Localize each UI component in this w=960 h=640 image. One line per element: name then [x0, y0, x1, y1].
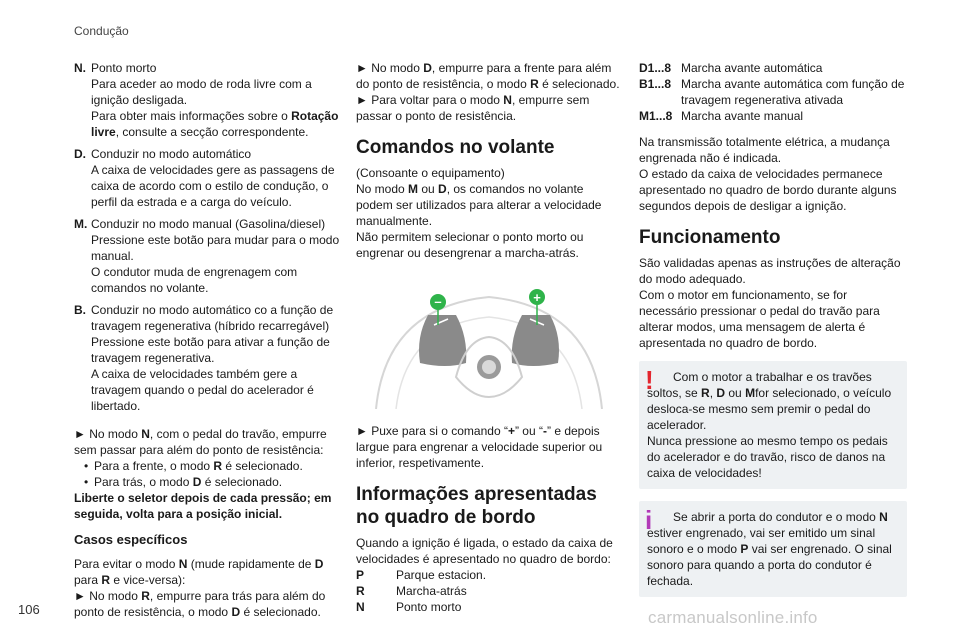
bullet-forward: • Para a frente, o modo R é selecionado.	[84, 459, 303, 473]
electric-text: Na transmissão totalmente elétrica, a mudança engrenada não é indicada.	[639, 135, 890, 165]
section-title-info: Informações apresentadas no quadro de bordo	[356, 484, 597, 528]
page-number: 106	[18, 602, 40, 617]
instruction-r: ► No modo R, empurre para trás para além do ponto de resistência, o modo D é selecionado.	[74, 589, 326, 619]
mode-m-definition	[74, 216, 342, 296]
instruction-neutral: ► No modo N, com o pedal do travão, empurre sem passar para além do ponto de resistência:	[74, 427, 327, 457]
column-3	[639, 60, 907, 597]
info-icon: i	[645, 505, 653, 535]
mode-text: Pressione este botão para mudar para o modo manual.	[91, 233, 340, 263]
mode-key: M.	[74, 217, 88, 231]
section-title-volante: Comandos no volante	[356, 137, 555, 158]
mode-text: Para aceder ao modo de roda livre com a ignição desligada.	[91, 77, 312, 107]
mode-d-definition	[74, 146, 342, 210]
mode-title: Conduzir no modo automático	[91, 147, 252, 161]
mode-title: Conduzir no modo automático co a função de travagem regenerativa (híbrido recarregável)	[91, 303, 334, 333]
bullet-back: • Para trás, o modo D é selecionado.	[84, 475, 283, 489]
mode-key: D.	[74, 147, 86, 161]
release-note: Liberte o seletor depois de cada pressão; em seguida, volta para a posição inicial.	[74, 491, 332, 521]
right-paddle	[512, 315, 559, 366]
warning-icon: !	[645, 365, 654, 395]
instruction-back-n: ► Para voltar para o modo N, empurre sem passar o ponto de resistência.	[356, 93, 590, 123]
mode-text: Para obter mais informações sobre o Rotação livre, consulte a secção correspondente.	[91, 109, 339, 139]
table-row: D1...8 Marcha avante automática	[639, 61, 823, 75]
mode-table	[356, 567, 622, 615]
left-paddle	[419, 315, 466, 366]
func-text: Com o motor em funcionamento, se for necessário pressionar o pedal do travão para alterar modos, uma mensagem de alerta é apresentada no quadro de bordo.	[639, 288, 880, 350]
mode-text: A caixa de velocidades gere as passagens de caixa de acordo com o estilo de condução, o perfil da estrada e a carga do veículo.	[91, 163, 335, 209]
mode-key: N.	[74, 61, 86, 75]
volante-text: Não permitem selecionar o ponto morto ou engrenar ou desengrenar a marcha-atrás.	[356, 230, 584, 260]
mode-text: A caixa de velocidades também gere a travagem quando o pedal do acelerador é libertado.	[91, 367, 314, 413]
column-2	[356, 60, 622, 615]
steering-wheel-illustration	[356, 267, 622, 409]
table-row: P Parque estacion.	[356, 568, 487, 582]
table-row: N Ponto morto	[356, 600, 462, 614]
table-row: B1...8 Marcha avante automática com função de travagem regenerativa ativada	[639, 77, 905, 107]
electric-text: O estado da caixa de velocidades permanece apresentado no quadro de bordo durante alguns segundos depois de desligar a ignição.	[639, 167, 897, 213]
table-row: M1...8 Marcha avante manual	[639, 109, 804, 123]
instruction-paddles: ► Puxe para si o comando “+” ou “-” e depois largue para engrenar a velocidade superior ou inferior, respetivamente.	[356, 424, 603, 470]
column-1	[74, 60, 342, 620]
info-note-text: Se abrir a porta do condutor e o modo N estiver engrenado, vai ser emitido um sinal sonoro e o modo P vai ser engrenado. O sinal sonoro para quando a porta do condutor é fechada.	[647, 510, 892, 588]
minus-label: –	[434, 294, 442, 309]
info-text: Quando a ignição é ligada, o estado da caixa de velocidades é apresentado no quadro de bordo:	[356, 536, 613, 566]
warning-text: Nunca pressione ao mesmo tempo os pedais do acelerador e do travão, risco de danos na caixa de velocidades!	[647, 434, 888, 480]
mode-text: O condutor muda de engrenagem com comandos no volante.	[91, 265, 298, 295]
mode-n-definition	[74, 60, 342, 140]
mode-title: Conduzir no modo manual (Gasolina/diesel)	[91, 217, 326, 231]
mode-b-definition	[74, 302, 342, 414]
table-row: R Marcha-atrás	[356, 584, 467, 598]
plus-label: +	[533, 290, 541, 305]
gear-table	[639, 60, 907, 124]
mode-key: B.	[74, 303, 86, 317]
volante-text: (Consoante o equipamento)	[356, 166, 505, 180]
mode-text: Pressione este botão para ativar a função de travagem regenerativa.	[91, 335, 330, 365]
volante-text: No modo M ou D, os comandos no volante podem ser utilizados para alterar a velocidade manualmente.	[356, 182, 602, 228]
mode-title: Ponto morto	[91, 61, 157, 75]
section-title-casos: Casos específicos	[74, 532, 188, 547]
section-title-func: Funcionamento	[639, 227, 781, 248]
running-header: Condução	[74, 24, 129, 38]
casos-text: Para evitar o modo N (mude rapidamente de D para R e vice-versa):	[74, 557, 324, 587]
info-box	[639, 501, 907, 597]
warning-box	[639, 361, 907, 489]
watermark: carmanualsonline.info	[648, 608, 818, 627]
instruction-d: ► No modo D, empurre para a frente para além do ponto de resistência, o modo R é selecionado.	[356, 61, 620, 91]
warning-text: Com o motor a trabalhar e os travões soltos, se R, D ou Mfor selecionado, o veículo desloca-se mesmo sem premir o pedal do acelerador.	[647, 370, 892, 432]
func-text: São validadas apenas as instruções de alteração do modo adequado.	[639, 256, 901, 286]
